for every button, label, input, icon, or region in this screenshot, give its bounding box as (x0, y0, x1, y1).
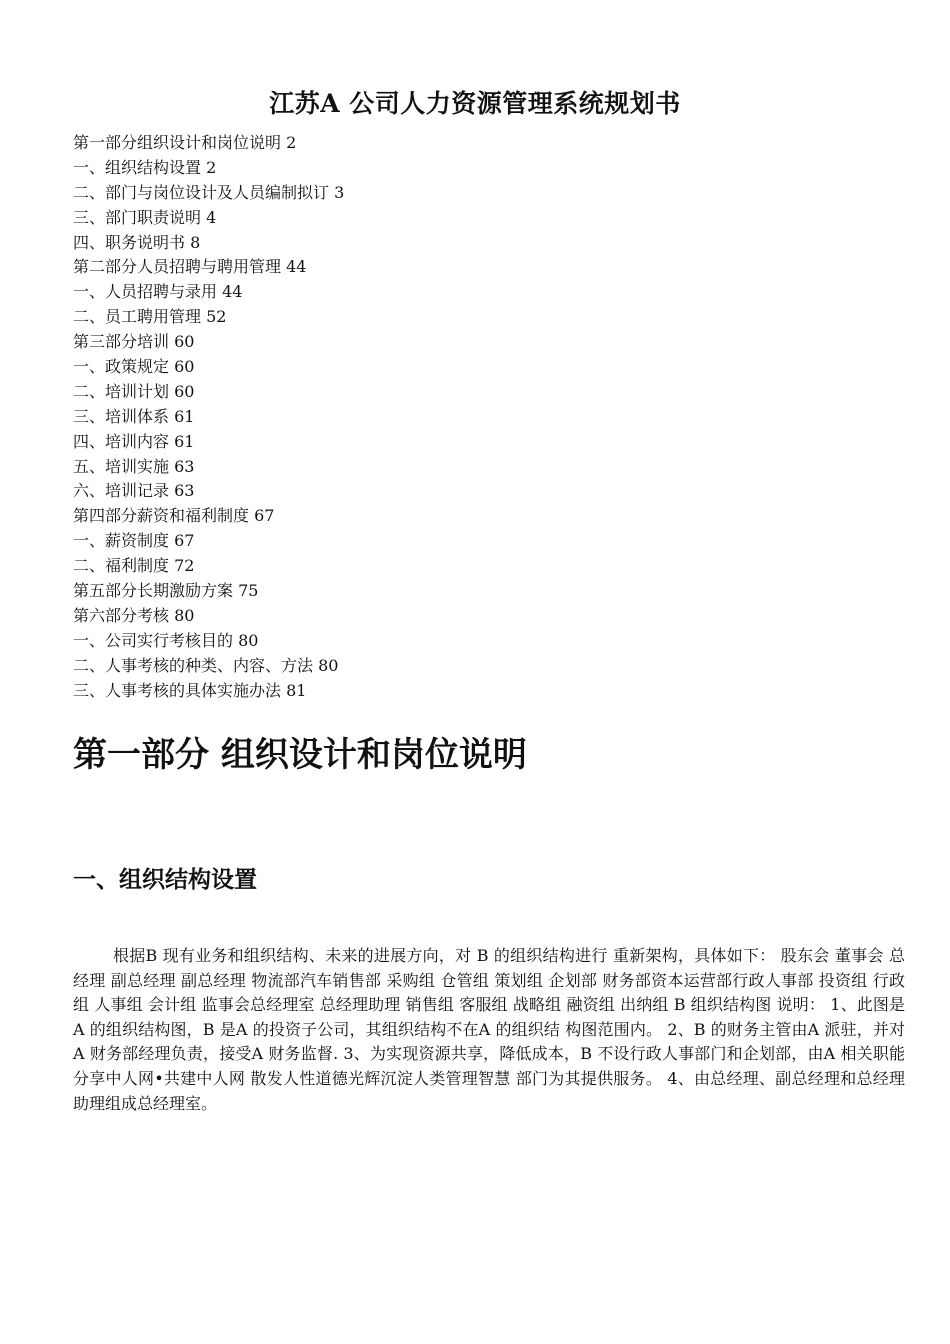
toc-entry: 三、培训体系 61 (73, 406, 195, 426)
toc-entry: 第一部分组织设计和岗位说明 2 (73, 133, 297, 152)
toc-entry: 第四部分薪资和福利制度 67 (73, 506, 275, 526)
toc-entry: 二、培训计划 60 (73, 381, 195, 401)
toc-entry: 二、员工聘用管理 52 (73, 307, 227, 327)
toc-entry: 二、福利制度 72 (73, 556, 195, 576)
document-title: 江苏A 公司人力资源管理系统规划书 (269, 89, 681, 118)
section-heading: 一、组织结构设置 (73, 866, 257, 893)
toc-entry: 二、部门与岗位设计及人员编制拟订 3 (73, 182, 345, 202)
table-of-contents (73, 131, 893, 703)
toc-entry: 五、培训实施 63 (73, 456, 195, 476)
toc-entry: 六、培训记录 63 (73, 481, 195, 501)
toc-entry: 第六部分考核 80 (73, 605, 195, 625)
toc-entry: 一、人员招聘与录用 44 (73, 282, 243, 302)
toc-entry: 一、政策规定 60 (73, 357, 195, 377)
toc-entry: 一、薪资制度 67 (73, 531, 195, 551)
part-heading: 第一部分 组织设计和岗位说明 (73, 735, 527, 775)
toc-entry: 第五部分长期激励方案 75 (73, 581, 259, 601)
body-paragraph: 根据B 现有业务和组织结构、未来的进展方向，对 B 的组织结构进行 重新架构，具体如下： 股东会 董事会 总经理 副总经理 副总经理 物流部汽车销售部 采购组 仓管组 策划组 企划部 财务部资本运营部行政人事部 投资组 行政组 人事组 会计组 监事会总经理室 总经理助理 销售组 客服组 战略组 融资组 出纳组 B 组织结构图 说明： 1、此图是A 的组织结构图，B 是A 的投资子公司，其组织结构不在A 的组织结 构图范围内。 2、B 的财务主管由A 派驻，并对A 财务部经理负责，接受A 财务监督. 3、为实现资源共享，降低成本，B 不设行政人事部门和企划部，由A 相关职能 分享中人网•共建中人网 散发人性道德光辉沉淀人类管理智慧 部门为其提供服务。 4、由总经理、副总经理和总经理助理组成总经理室。 (73, 946, 905, 1113)
toc-entry: 一、组织结构设置 2 (73, 157, 217, 177)
toc-entry: 四、培训内容 61 (73, 431, 195, 451)
toc-entry: 第二部分人员招聘与聘用管理 44 (73, 257, 307, 277)
toc-entry: 二、人事考核的种类、内容、方法 80 (73, 655, 339, 675)
toc-entry: 三、人事考核的具体实施办法 81 (73, 680, 307, 700)
toc-entry: 第三部分培训 60 (73, 332, 195, 352)
toc-entry: 一、公司实行考核目的 80 (73, 630, 259, 650)
toc-entry: 四、职务说明书 8 (73, 232, 201, 252)
toc-entry: 三、部门职责说明 4 (73, 207, 217, 227)
